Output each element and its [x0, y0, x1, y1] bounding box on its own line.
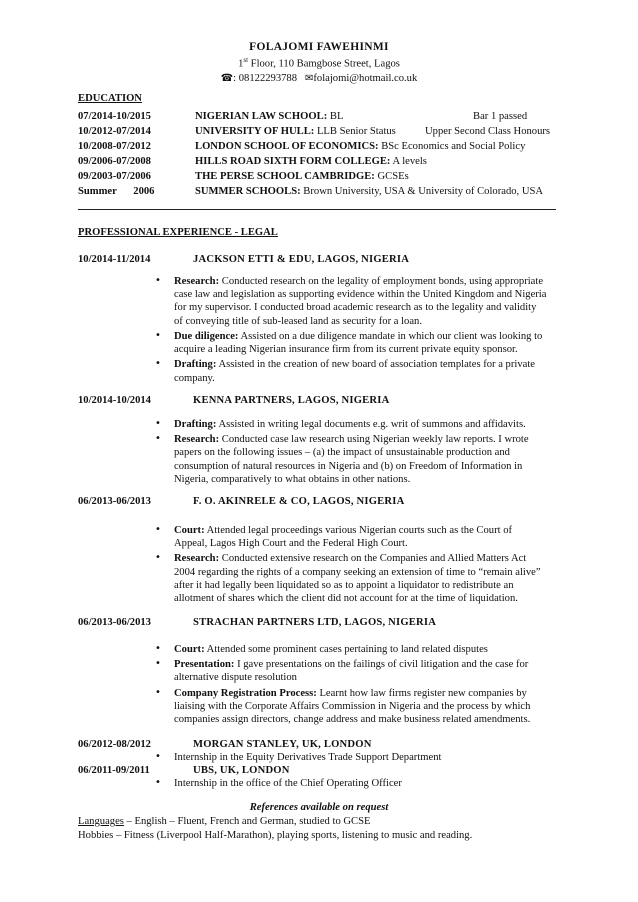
- list-item: [155, 330, 547, 356]
- job-title: STRACHAN PARTNERS LTD, LAGOS, NIGERIA: [193, 617, 437, 628]
- job-bullets: [155, 777, 547, 792]
- job-title: MORGAN STANLEY, UK, LONDON: [193, 739, 372, 750]
- list-item: [155, 643, 547, 656]
- education-row: [78, 170, 558, 184]
- education-description: [195, 140, 525, 153]
- candidate-name: FOLAJOMI FAWEHINMI: [249, 41, 389, 53]
- job-title: F. O. AKINRELE & CO, LAGOS, NIGERIA: [193, 496, 405, 507]
- education-date: 07/2014-10/2015: [78, 111, 151, 122]
- experience-heading: PROFESSIONAL EXPERIENCE - LEGAL: [78, 227, 278, 238]
- education-description: [195, 155, 427, 168]
- address-superscript: st: [243, 56, 249, 65]
- job-title: UBS, UK, LONDON: [193, 765, 290, 776]
- education-institution: SUMMER SCHOOLS:: [195, 186, 301, 197]
- education-row: [78, 155, 558, 169]
- education-description: [195, 170, 409, 183]
- bullet-text: Attended legal proceedings various Nigerian courts such as the Court of Appeal, Lagos High Court and the Federal High Court.: [174, 525, 513, 550]
- list-item: [155, 418, 547, 431]
- education-institution: HILLS ROAD SIXTH FORM COLLEGE:: [195, 156, 391, 167]
- section-divider: [78, 209, 556, 210]
- resume-header: [0, 40, 638, 86]
- languages-text: – English – Fluent, French and German, studied to GCSE: [123, 816, 371, 827]
- bullet-text: Assisted on a due diligence mandate in which our client was looking to acquire a leading Nigerian insurance firm from its current private equity sponsor.: [174, 330, 543, 356]
- education-date: 10/2008-07/2012: [78, 141, 151, 152]
- job-date: 06/2013-06/2013: [78, 496, 151, 507]
- job-date: 10/2014-11/2014: [78, 254, 151, 265]
- education-detail: A levels: [390, 156, 427, 167]
- bullet-label: Presentation:: [174, 659, 235, 671]
- hobbies-line: Hobbies – Fitness (Liverpool Half-Marathon), playing sports, listening to music and reading.: [78, 830, 473, 841]
- education-date: Summer 2006: [78, 186, 155, 197]
- education-date: 10/2012-07/2014: [78, 126, 151, 137]
- address-rest: Floor, 110 Bamgbose Street, Lagos: [248, 58, 400, 70]
- education-institution: NIGERIAN LAW SCHOOL:: [195, 111, 328, 122]
- address: [0, 56, 638, 71]
- job-bullets: [155, 418, 547, 488]
- list-item: [155, 751, 547, 764]
- bullet-text: Learnt how law firms register new companies by liaising with the Corporate Affairs Commission in Nigeria and the process by which companies assign directors, change address and make business related amendments.: [174, 687, 531, 726]
- education-description: [195, 110, 343, 123]
- email-icon: ✉: [304, 73, 314, 85]
- job-date: 06/2012-08/2012: [78, 739, 151, 750]
- job-date: 06/2013-06/2013: [78, 617, 151, 628]
- languages-label: Languages: [78, 816, 124, 827]
- education-detail: GCSEs: [374, 171, 409, 182]
- education-row: [78, 125, 558, 139]
- languages-line: [78, 815, 370, 828]
- email-address[interactable]: folajomi@hotmail.co.uk: [313, 73, 418, 85]
- bullet-text: Assisted in the creation of new board of association templates for a private company.: [174, 359, 535, 384]
- job-bullets: [155, 524, 547, 607]
- list-item: [155, 552, 547, 605]
- education-description: [195, 125, 396, 138]
- phone-icon: ☎: [220, 73, 234, 85]
- bullet-text: Internship in the office of the Chief Operating Officer: [174, 778, 402, 789]
- education-heading: EDUCATION: [78, 93, 142, 104]
- bullet-label: Drafting:: [174, 359, 217, 371]
- bullet-text: Attended some prominent cases pertaining to land related disputes: [204, 644, 488, 655]
- education-detail: LLB Senior Status: [314, 126, 396, 137]
- list-item: [155, 358, 547, 384]
- job-bullets: [155, 275, 547, 387]
- bullet-text: Conducted research on the legality of employment bonds, using appropriate case law and legislation as supporting evidence within the United Kingdom and Nigeria for my supervisor. I conducted broad academic research as to the legality and validity of conveying title of sub-leased land as security for a loan.: [174, 276, 547, 327]
- education-row: [78, 110, 558, 124]
- education-detail: BSc Economics and Social Policy: [378, 141, 526, 152]
- education-extra: Bar 1 passed: [473, 111, 528, 122]
- phone-number: : 08122293788: [233, 73, 298, 85]
- contact-line: [0, 72, 638, 86]
- bullet-label: Court:: [174, 525, 205, 536]
- education-institution: UNIVERSITY OF HULL:: [195, 126, 315, 137]
- bullet-label: Company Registration Process:: [174, 687, 317, 699]
- education-detail: Brown University, USA & University of Colorado, USA: [300, 186, 544, 197]
- list-item: [155, 687, 547, 727]
- job-date: 06/2011-09/2011: [78, 765, 150, 776]
- bullet-label: Drafting:: [174, 419, 217, 430]
- list-item: [155, 777, 547, 790]
- bullet-label: Research:: [174, 276, 220, 287]
- bullet-label: Research:: [174, 553, 220, 565]
- education-description: [195, 185, 543, 198]
- bullet-label: Court:: [174, 644, 205, 655]
- job-date: 10/2014-10/2014: [78, 395, 151, 406]
- education-detail: BL: [327, 111, 344, 122]
- bullet-text: Conducted case law research using Nigerian weekly law reports. I wrote papers on the following issues – (a) the impact of unsustainable production and consumption of natural resources in Nigeria and (b) on Freedom of Information in Nigeria, comparatively to what obtains in other nations.: [174, 434, 529, 485]
- list-item: [155, 275, 547, 328]
- bullet-text: I gave presentations on the failings of civil litigation and the case for alternative dispute resolution: [174, 659, 529, 684]
- job-title: KENNA PARTNERS, LAGOS, NIGERIA: [193, 395, 390, 406]
- education-date: 09/2006-07/2008: [78, 156, 151, 167]
- list-item: [155, 658, 547, 684]
- education-row: [78, 140, 558, 154]
- bullet-text: Conducted extensive research on the Companies and Allied Matters Act 2004 regarding the rights of a company seeking an extension of time to “remain alive” after it had legally been liquidated so as to appoint a liquidator to redistribute an allotment of shares which the client did not account for at the time of liquidation.: [174, 553, 541, 605]
- bullet-text: Assisted in writing legal documents e.g. writ of summons and affidavits.: [216, 419, 526, 430]
- address-floor: 1: [238, 58, 244, 70]
- list-item: [155, 433, 547, 486]
- education-institution: THE PERSE SCHOOL CAMBRIDGE:: [195, 171, 375, 182]
- bullet-label: Research:: [174, 434, 220, 446]
- job-title: JACKSON ETTI & EDU, LAGOS, NIGERIA: [193, 254, 410, 265]
- education-row: [78, 185, 558, 199]
- education-date: 09/2003-07/2006: [78, 171, 151, 182]
- education-institution: LONDON SCHOOL OF ECONOMICS:: [195, 141, 379, 152]
- list-item: [155, 524, 547, 550]
- education-extra: Upper Second Class Honours: [425, 126, 551, 137]
- bullet-text: Internship in the Equity Derivatives Trade Support Department: [174, 752, 442, 763]
- job-bullets: [155, 643, 547, 728]
- bullet-label: Due diligence:: [174, 330, 239, 342]
- references-note: References available on request: [249, 802, 389, 813]
